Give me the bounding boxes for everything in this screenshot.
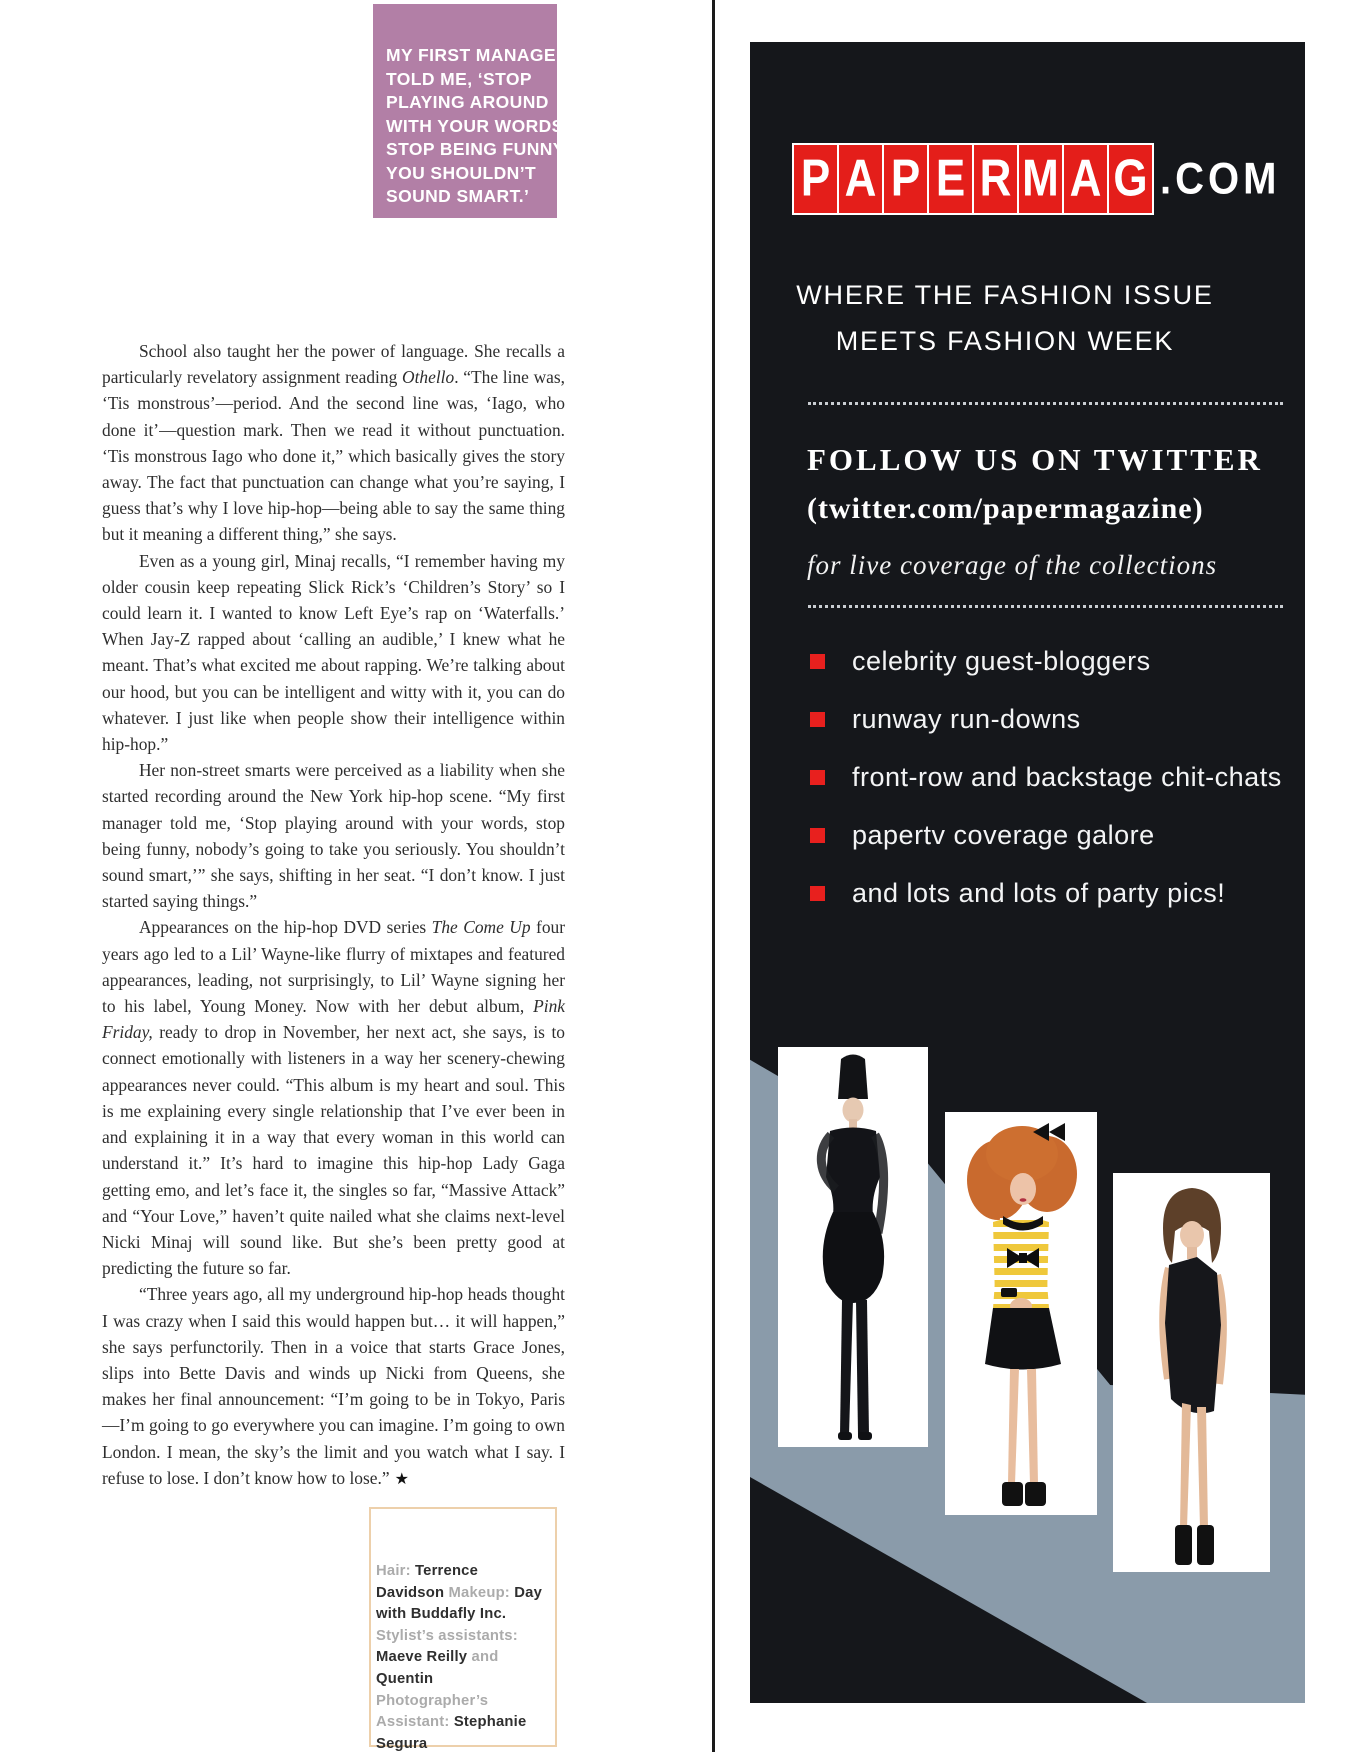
logo-letter: M [1022,149,1059,208]
logo-letter-tile [839,145,882,213]
credit-name: Quentin [376,1670,434,1687]
page-divider [712,0,715,1752]
ad-bullet-item [810,762,1282,792]
twitter-subline: for live coverage of the collections [807,550,1218,580]
logo-letter: G [1113,149,1148,208]
ad-bullet-item [810,704,1282,734]
fashion-photo-black-dress-model [778,1047,928,1447]
logo-letter-tile [1109,145,1152,213]
logo-letter: A [844,149,877,208]
pull-quote-line: TOLD ME, ‘STOP [386,68,532,89]
ad-bullet-item [810,646,1282,676]
red-square-bullet-icon [810,886,825,901]
logo-letter: E [935,149,966,208]
credit-name: Terrence Davidson [376,1563,479,1601]
logo-letter-tile [1064,145,1107,213]
papermag-ad-panel [750,42,1305,1703]
article-paragraph: Her non-street smarts were perceived as a liability when she started recording around the New York hip-hop scene. “My first manager told me, ‘Stop playing around with your words, stop being funny, nobody’s going to take you seriously. You shouldn’t sound smart,’” she says, shifting in her seat. “I don’t know. I just started saying things.” [102,760,565,912]
credit-label: and [471,1649,499,1666]
pull-quote-line: STOP BEING FUNNY... [386,139,579,159]
credits-text [376,1561,549,1752]
logo-letter-tile [794,145,837,213]
end-star-mark: ★ [389,1468,409,1488]
ad-bullet-text: front-row and backstage chit-chats [852,761,1282,792]
pull-quote-line: MY FIRST MANAGER [386,45,570,65]
ad-bullet-text: and lots and lots of party pics! [852,877,1226,908]
article-paragraph: “Three years ago, all my underground hip-hop heads thought I was crazy when I said this would happen but… it will happen,” she says perfunctorily. Then in a voice that starts Grace Jones, slips into Bette Davis and winds up Nicki from Queens, she makes her final announcement: “I’m going to be in Tokyo, Paris—I’m going to go everywhere you can imagine. I’m going to own London. I mean, the sky’s the limit and you watch what I say. I refuse to lose. I don’t know how to lose.” ★ [102,1284,565,1488]
ad-bullet-text: runway run-downs [852,703,1081,734]
papermag-logo-com: .COM [1160,153,1281,204]
article-paragraph: School also taught her the power of language. She recalls a particularly revelatory assignment reading Othello. “The line was, ‘Tis monstrous’—period. And the second line was, ‘Iago, who done it’—question mark. Then we read it without punctuation. ‘Tis monstrous Iago who done it,” which basically gives the story away. The fact that punctuation can change what you’re saying, I guess that’s why I love hip-hop—being able to say the same thing but it meaning a different thing,” she says. [102,341,565,545]
dotted-separator-bottom [808,605,1283,608]
pull-quote-line: PLAYING AROUND [386,92,549,112]
twitter-heading: FOLLOW US ON TWITTER [807,442,1263,477]
logo-letter-tile [929,145,972,213]
pull-quote-line: YOU SHOULDN’T [386,162,537,183]
red-square-bullet-icon [810,770,825,785]
pull-quote-box [373,4,579,218]
ad-bullet-text: celebrity guest-bloggers [852,645,1151,676]
logo-letter-tile [1019,145,1062,213]
logo-letter-tile [884,145,927,213]
credit-name: Day with Buddafly Inc. [376,1584,542,1623]
logo-letter: P [890,149,921,208]
ad-tagline-line: WHERE THE FASHION ISSUE [796,280,1214,310]
credit-name: Maeve Reilly [376,1649,472,1666]
fashion-photo-asymmetric-dress-model [1113,1173,1270,1572]
credit-name: Stephanie Segura [376,1714,527,1752]
logo-letter: P [800,149,831,208]
ad-bullet-list [810,646,1282,936]
red-square-bullet-icon [810,828,825,843]
red-square-bullet-icon [810,654,825,669]
fashion-photo-striped-top-model [945,1112,1097,1515]
papermag-logo [792,143,1280,215]
pull-quote-line: WITH YOUR WORDS, [386,115,570,136]
red-square-bullet-icon [810,712,825,727]
logo-letter: A [1069,149,1102,208]
ad-bullet-item [810,820,1282,850]
ad-bullet-text: papertv coverage galore [852,819,1155,850]
logo-letter-tile [974,145,1017,213]
papermag-logo-tiles [792,143,1154,215]
pull-quote-line: SOUND SMART.’ [386,186,530,206]
article-paragraph: Appearances on the hip-hop DVD series The Come Up four years ago led to a Lil’ Wayne-like flurry of mixtapes and featured appearances, leading, not surprisingly, to Lil’ Wayne signing her to his label, Young Money. Now with her debut album, Pink Friday, ready to drop in November, her next act, she says, is to connect emotionally with listeners in a way her scenery-chewing appearances never could. “This album is my heart and soul. This is me explaining every single relationship that I’ve ever been in and explaining it in a way that every woman in this world can understand it.” It’s hard to imagine this hip-hop Lady Gaga getting emo, and let’s face it, the singles so far, “Massive Attack” and “Your Love,” haven’t quite nailed what she claims next-level Nicki Minaj will sound like. But she’s been pretty good at predicting the future so far. [102,917,565,1279]
article-paragraph: Even as a young girl, Minaj recalls, “I remember having my older cousin keep repeating Slick Rick’s ‘Children’s Story’ so I could learn it. I wanted to know Left Eye’s rap on ‘Waterfalls.’ When Jay-Z rapped about ‘calling an audible,’ I knew what he meant. That’s what excited me about rapping. We’re talking about our hood, but you can be intelligent and witty with it, you can do whatever. I just like when people show their intelligence within hip-hop.” [102,550,565,755]
ad-bullet-item [810,878,1282,908]
credits-box [369,1507,557,1752]
credit-label: Hair: [376,1563,416,1579]
logo-letter: R [979,149,1012,208]
credit-label: Makeup: [448,1584,515,1601]
credit-label: Photographer’s Assistant: [376,1692,489,1731]
credit-label: Stylist’s assistants: [376,1627,518,1644]
dotted-separator-top [808,402,1283,405]
article-body [102,338,565,1492]
twitter-url: (twitter.com/papermagazine) [807,492,1204,525]
ad-tagline-line: MEETS FASHION WEEK [835,326,1175,356]
ad-tagline [750,272,1260,364]
